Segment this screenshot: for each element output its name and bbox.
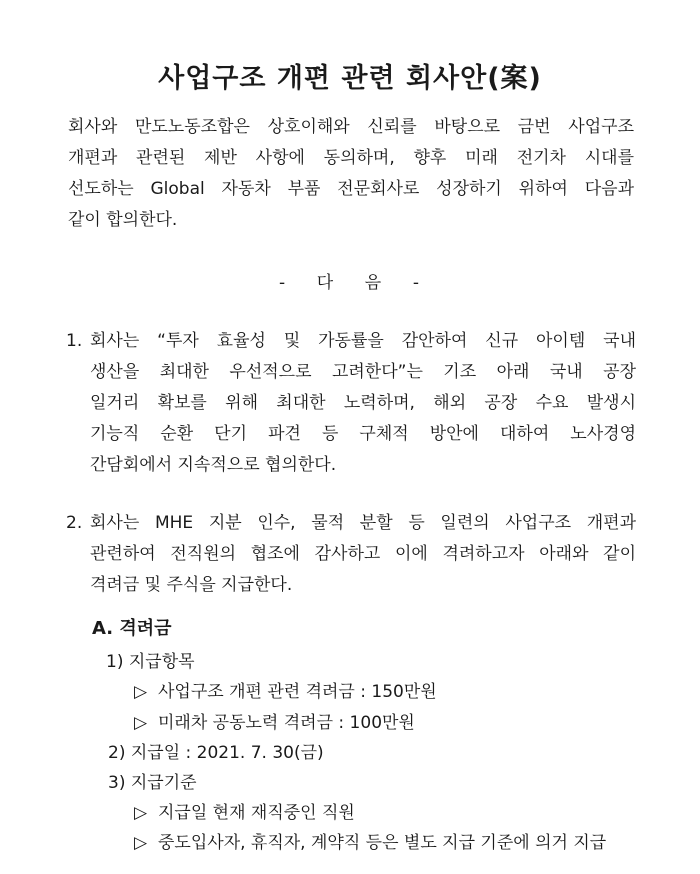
clause-number: 2.: [66, 513, 83, 533]
clause-line: 기능직 순환 단기 파견 등 구체적 방안에 대하여 노사경영: [90, 424, 636, 444]
clause-line: 격려금 및 주식을 지급한다.: [90, 575, 293, 595]
intro-paragraph: [68, 112, 634, 236]
following-marker: - 다 음 -: [279, 273, 421, 293]
clause-line: 생산을 최대한 우선적으로 고려한다”는 기조 아래 국내 공장: [90, 362, 636, 382]
intro-line: 선도하는 Global 자동차 부품 전문회사로 성장하기 위하여 다음과: [68, 179, 634, 199]
intro-line: 같이 합의한다.: [68, 210, 178, 230]
clause-line: 간담회에서 지속적으로 협의한다.: [90, 455, 337, 475]
bullet-row: [134, 677, 437, 702]
clause-line: 회사는 “투자 효율성 및 가동률을 감안하여 신규 아이템 국내: [90, 331, 636, 351]
sub-item-payment-date: 2) 지급일 : 2021. 7. 30(금): [108, 743, 324, 763]
intro-line: 개편과 관련된 제반 사항에 동의하며, 향후 미래 전기차 시대를: [68, 148, 634, 168]
triangle-bullet-icon: ▷: [134, 803, 148, 823]
section-a-heading: A. 격려금: [92, 618, 172, 639]
triangle-bullet-icon: ▷: [134, 713, 148, 733]
clause-body: [90, 508, 636, 601]
clause-number: 1.: [66, 331, 83, 351]
bullet-text: 미래차 공동노력 격려금 : 100만원: [158, 713, 415, 733]
clause-line: 관련하여 전직원의 협조에 감사하고 이에 격려하고자 아래와 같이: [90, 544, 636, 564]
triangle-bullet-icon: ▷: [134, 682, 148, 702]
bullet-text: 중도입사자, 휴직자, 계약직 등은 별도 지급 기준에 의거 지급: [158, 833, 607, 853]
bullet-row: [134, 828, 606, 853]
bullet-row: [134, 798, 355, 823]
sub-item-payment-criteria: 3) 지급기준: [108, 773, 197, 793]
triangle-bullet-icon: ▷: [134, 833, 148, 853]
document-title: 사업구조 개편 관련 회사안(案): [158, 63, 542, 94]
clause-line: 일거리 확보를 위해 최대한 노력하며, 해외 공장 수요 발생시: [90, 393, 636, 413]
sub-item-payment-items: 1) 지급항목: [106, 652, 195, 672]
clause-body: [90, 326, 636, 481]
bullet-row: [134, 708, 415, 733]
bullet-text: 사업구조 개편 관련 격려금 : 150만원: [158, 682, 437, 702]
intro-line: 회사와 만도노동조합은 상호이해와 신뢰를 바탕으로 금번 사업구조: [68, 117, 634, 137]
clause-line: 회사는 MHE 지분 인수, 물적 분할 등 일련의 사업구조 개편과: [90, 513, 636, 533]
bullet-text: 지급일 현재 재직중인 직원: [158, 803, 355, 823]
